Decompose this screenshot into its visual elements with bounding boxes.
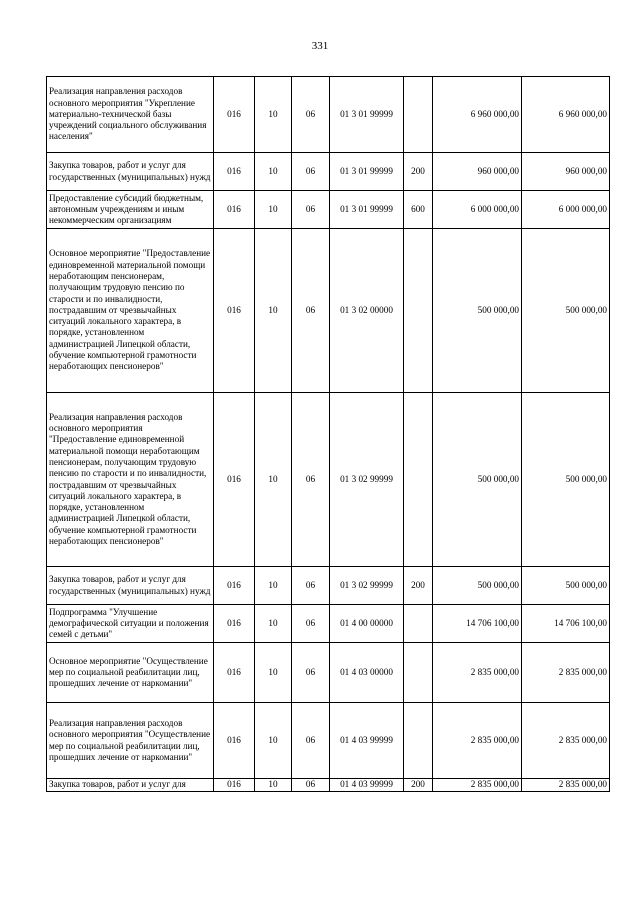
row-section: 10 [255, 605, 292, 643]
row-amount-2: 6 960 000,00 [522, 77, 610, 153]
row-section: 10 [255, 229, 292, 393]
row-subsection: 06 [292, 77, 330, 153]
row-section: 10 [255, 779, 292, 792]
row-target-article: 01 4 03 99999 [330, 703, 404, 779]
row-expense-type [404, 393, 433, 567]
row-expense-type: 200 [404, 779, 433, 792]
row-expense-type [404, 703, 433, 779]
row-amount-1: 6 960 000,00 [433, 77, 522, 153]
row-subsection: 06 [292, 643, 330, 703]
row-expense-type: 600 [404, 191, 433, 229]
table-row [47, 703, 610, 779]
row-amount-2: 500 000,00 [522, 567, 610, 605]
row-amount-1: 500 000,00 [433, 567, 522, 605]
row-amount-2: 2 835 000,00 [522, 643, 610, 703]
row-target-article: 01 3 02 99999 [330, 567, 404, 605]
table-row [47, 605, 610, 643]
row-section: 10 [255, 191, 292, 229]
row-grbs: 016 [214, 703, 255, 779]
row-target-article: 01 3 02 00000 [330, 229, 404, 393]
row-amount-2: 2 835 000,00 [522, 779, 610, 792]
table-row [47, 153, 610, 191]
row-amount-2: 2 835 000,00 [522, 703, 610, 779]
row-amount-1: 2 835 000,00 [433, 643, 522, 703]
row-name: Подпрограмма "Улучшение демографической ситуации и положения семей с детьми" [47, 605, 214, 643]
row-target-article: 01 4 00 00000 [330, 605, 404, 643]
row-name: Основное мероприятие "Осуществление мер по социальной реабилитации лиц, прошедших лечение от наркомании" [47, 643, 214, 703]
row-grbs: 016 [214, 393, 255, 567]
row-name: Закупка товаров, работ и услуг для государственных (муниципальных) нужд [47, 567, 214, 605]
row-amount-2: 14 706 100,00 [522, 605, 610, 643]
row-target-article: 01 3 02 99999 [330, 393, 404, 567]
row-name: Закупка товаров, работ и услуг для государственных (муниципальных) нужд [47, 153, 214, 191]
row-grbs: 016 [214, 605, 255, 643]
row-subsection: 06 [292, 567, 330, 605]
table-row [47, 643, 610, 703]
row-section: 10 [255, 393, 292, 567]
row-target-article: 01 3 01 99999 [330, 153, 404, 191]
table-row [47, 229, 610, 393]
table-row [47, 393, 610, 567]
row-target-article: 01 3 01 99999 [330, 77, 404, 153]
row-grbs: 016 [214, 779, 255, 792]
row-expense-type [404, 605, 433, 643]
row-expense-type [404, 643, 433, 703]
row-name: Реализация направления расходов основного мероприятия "Укрепление материально-технической базы учреждений социального обслуживания населения" [47, 77, 214, 153]
row-amount-1: 2 835 000,00 [433, 779, 522, 792]
row-target-article: 01 4 03 00000 [330, 643, 404, 703]
row-name: Реализация направления расходов основного мероприятия "Предоставление единовременной материальной помощи неработающим пенсионерам, получающим трудовую пенсию по старости и по инвалидности, пострадавшим от чрезвычайных ситуаций локального характера, в порядке, установленном администрацией Липецкой области, обучение компьютерной грамотности неработающих пенсионеров" [47, 393, 214, 567]
row-subsection: 06 [292, 393, 330, 567]
row-target-article: 01 4 03 99999 [330, 779, 404, 792]
row-expense-type [404, 77, 433, 153]
row-section: 10 [255, 703, 292, 779]
row-target-article: 01 3 01 99999 [330, 191, 404, 229]
row-name: Основное мероприятие "Предоставление единовременной материальной помощи неработающим пенсионерам, получающим трудовую пенсию по старости и по инвалидности, пострадавшим от чрезвычайных ситуаций локального характера, в порядке, установленном администрацией Липецкой области, обучение компьютерной грамотности неработающих пенсионеров" [47, 229, 214, 393]
row-grbs: 016 [214, 643, 255, 703]
row-subsection: 06 [292, 229, 330, 393]
row-name: Предоставление субсидий бюджетным, автономным учреждениям и иным некоммерческим организациям [47, 191, 214, 229]
table-row [47, 191, 610, 229]
row-expense-type: 200 [404, 153, 433, 191]
row-subsection: 06 [292, 191, 330, 229]
budget-table [46, 76, 610, 792]
row-expense-type: 200 [404, 567, 433, 605]
table-row [47, 567, 610, 605]
row-section: 10 [255, 153, 292, 191]
row-name: Закупка товаров, работ и услуг для [47, 779, 214, 792]
row-subsection: 06 [292, 605, 330, 643]
row-section: 10 [255, 77, 292, 153]
row-expense-type [404, 229, 433, 393]
row-name: Реализация направления расходов основного мероприятия "Осуществление мер по социальной реабилитации лиц, прошедших лечение от наркомании" [47, 703, 214, 779]
row-amount-1: 2 835 000,00 [433, 703, 522, 779]
row-grbs: 016 [214, 191, 255, 229]
table-row [47, 77, 610, 153]
page-number: 331 [311, 40, 329, 52]
row-subsection: 06 [292, 779, 330, 792]
table-row [47, 779, 610, 792]
row-amount-1: 960 000,00 [433, 153, 522, 191]
row-amount-1: 14 706 100,00 [433, 605, 522, 643]
row-subsection: 06 [292, 703, 330, 779]
row-amount-2: 960 000,00 [522, 153, 610, 191]
row-grbs: 016 [214, 77, 255, 153]
row-amount-1: 500 000,00 [433, 229, 522, 393]
row-amount-1: 500 000,00 [433, 393, 522, 567]
row-section: 10 [255, 567, 292, 605]
row-amount-1: 6 000 000,00 [433, 191, 522, 229]
row-subsection: 06 [292, 153, 330, 191]
row-grbs: 016 [214, 229, 255, 393]
row-amount-2: 500 000,00 [522, 229, 610, 393]
row-amount-2: 6 000 000,00 [522, 191, 610, 229]
row-section: 10 [255, 643, 292, 703]
row-amount-2: 500 000,00 [522, 393, 610, 567]
row-grbs: 016 [214, 153, 255, 191]
row-grbs: 016 [214, 567, 255, 605]
